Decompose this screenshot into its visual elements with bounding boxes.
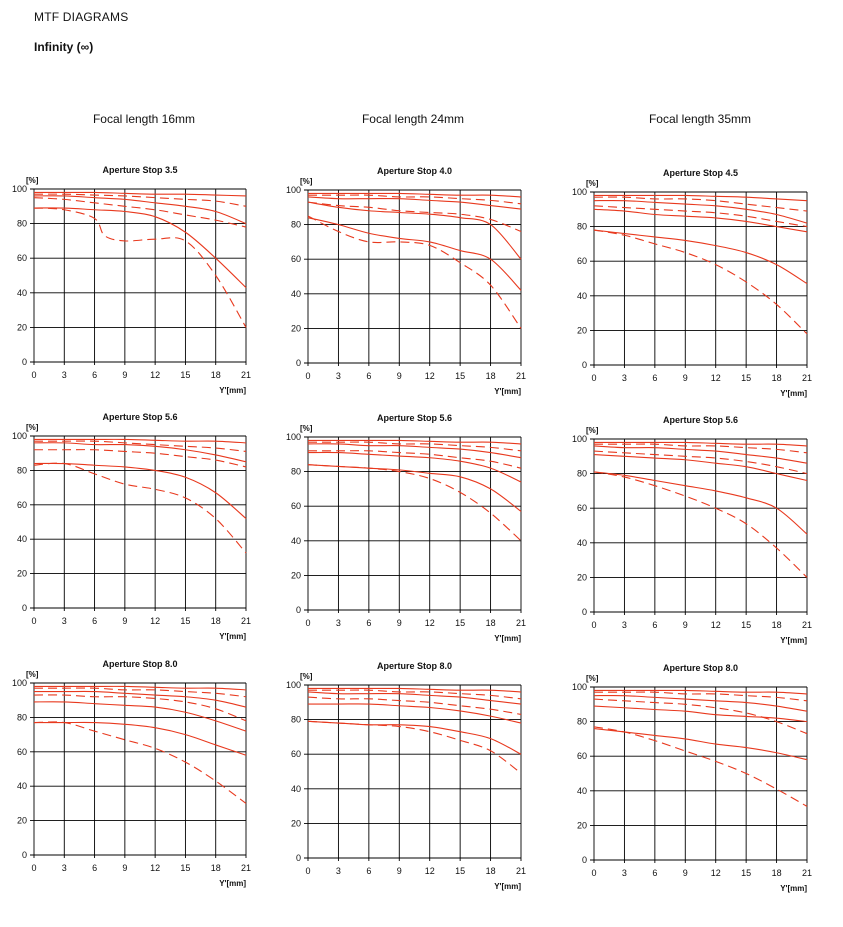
y-tick-label: 80 (16, 465, 27, 476)
mtf-curve-dashed (308, 216, 521, 328)
x-tick-label: 6 (366, 866, 372, 876)
x-tick-label: 15 (180, 863, 191, 873)
y-tick-label: 20 (576, 820, 587, 831)
panel-title: Aperture Stop 8.0 (102, 659, 178, 669)
y-tick-label: 80 (290, 219, 301, 230)
x-tick-label: 15 (455, 618, 466, 628)
x-tick-label: 6 (92, 370, 98, 380)
x-tick-label: 9 (396, 371, 402, 381)
x-tick-label: 0 (31, 370, 37, 380)
x-tick-label: 9 (122, 863, 128, 873)
x-tick-label: 3 (621, 868, 627, 878)
x-axis-label: Y'[mm] (219, 386, 246, 395)
x-tick-label: 3 (335, 618, 341, 628)
y-tick-label: 0 (21, 850, 27, 860)
y-unit-label: [%] (300, 672, 313, 681)
y-tick-label: 60 (290, 749, 301, 760)
mtf-curve-solid (34, 702, 246, 731)
mtf-curve-dashed (594, 699, 807, 734)
y-unit-label: [%] (26, 670, 39, 679)
x-axis-label: Y'[mm] (494, 387, 521, 396)
mtf-panel-7 (12, 659, 251, 888)
x-tick-label: 15 (180, 616, 191, 626)
y-tick-label: 60 (576, 256, 587, 267)
mtf-curve-solid (308, 692, 521, 704)
x-tick-label: 15 (455, 866, 466, 876)
y-tick-label: 40 (576, 785, 587, 796)
mtf-curve-solid (594, 230, 807, 284)
x-tick-label: 0 (305, 866, 311, 876)
y-tick-label: 100 (571, 187, 587, 197)
x-tick-label: 3 (61, 370, 67, 380)
mtf-curve-solid (594, 706, 807, 722)
x-tick-label: 21 (801, 373, 813, 383)
mtf-panel-2 (286, 166, 526, 396)
x-tick-label: 0 (31, 616, 37, 626)
mtf-panel-1 (12, 165, 251, 395)
mtf-curve-solid (308, 452, 521, 482)
page-subtitle: Infinity (∞) (34, 40, 94, 54)
mtf-curve-solid (594, 696, 807, 712)
x-tick-label: 12 (424, 866, 435, 876)
mtf-curve-solid (308, 218, 521, 291)
x-tick-label: 21 (801, 868, 813, 878)
x-tick-label: 21 (801, 620, 813, 630)
x-tick-label: 3 (335, 371, 341, 381)
y-tick-label: 80 (290, 466, 301, 477)
mtf-curve-solid (594, 446, 807, 463)
y-tick-label: 80 (16, 712, 27, 723)
x-axis-label: Y'[mm] (219, 879, 246, 888)
mtf-panel-4 (12, 412, 251, 641)
y-tick-label: 80 (576, 716, 587, 727)
x-tick-label: 21 (515, 371, 527, 381)
y-tick-label: 100 (285, 680, 301, 690)
y-tick-label: 60 (16, 746, 27, 757)
y-tick-label: 100 (11, 678, 27, 688)
x-tick-label: 18 (485, 866, 496, 876)
column-label-16mm: Focal length 16mm (92, 112, 196, 126)
y-tick-label: 60 (16, 253, 27, 264)
y-tick-label: 20 (290, 570, 301, 581)
mtf-curve-solid (34, 691, 246, 707)
x-tick-label: 9 (122, 616, 128, 626)
y-tick-label: 0 (295, 358, 301, 368)
mtf-curve-solid (308, 704, 521, 723)
y-tick-label: 20 (290, 818, 301, 829)
mtf-curve-solid (34, 722, 246, 755)
x-tick-label: 15 (741, 620, 752, 630)
y-tick-label: 80 (576, 468, 587, 479)
y-tick-label: 0 (581, 607, 587, 617)
mtf-curve-dashed (594, 727, 807, 807)
y-unit-label: [%] (26, 423, 39, 432)
x-tick-label: 3 (335, 866, 341, 876)
y-unit-label: [%] (300, 424, 313, 433)
x-tick-label: 0 (305, 371, 311, 381)
panel-title: Aperture Stop 5.6 (662, 415, 739, 425)
x-tick-label: 9 (396, 866, 402, 876)
mtf-curve-dashed (34, 198, 246, 227)
x-tick-label: 6 (652, 620, 658, 630)
x-tick-label: 18 (210, 863, 221, 873)
panel-title: Aperture Stop 8.0 (662, 663, 739, 673)
x-tick-label: 15 (741, 868, 752, 878)
mtf-panel-3 (572, 168, 812, 398)
x-tick-label: 3 (61, 863, 67, 873)
panel-title: Aperture Stop 8.0 (376, 661, 453, 671)
mtf-curve-solid (594, 209, 807, 231)
y-tick-label: 40 (290, 288, 301, 299)
x-tick-label: 9 (122, 370, 128, 380)
y-tick-label: 0 (21, 603, 27, 613)
y-tick-label: 20 (576, 325, 587, 336)
y-tick-label: 20 (290, 323, 301, 334)
x-tick-label: 18 (485, 371, 496, 381)
mtf-curve-dashed (594, 451, 807, 473)
y-tick-label: 20 (576, 572, 587, 583)
mtf-curve-dashed (594, 444, 807, 453)
mtf-curve-dashed (308, 465, 521, 541)
y-tick-label: 20 (16, 568, 27, 579)
x-tick-label: 18 (771, 868, 782, 878)
y-tick-label: 0 (21, 357, 27, 367)
y-tick-label: 40 (16, 781, 27, 792)
y-unit-label: [%] (586, 179, 599, 188)
y-tick-label: 20 (16, 815, 27, 826)
x-tick-label: 15 (741, 373, 752, 383)
y-unit-label: [%] (300, 177, 313, 186)
y-tick-label: 60 (576, 503, 587, 514)
y-tick-label: 60 (290, 501, 301, 512)
y-tick-label: 0 (581, 360, 587, 370)
y-tick-label: 80 (16, 218, 27, 229)
y-tick-label: 100 (11, 431, 27, 441)
x-tick-label: 18 (485, 618, 496, 628)
y-tick-label: 60 (576, 751, 587, 762)
y-tick-label: 20 (16, 322, 27, 333)
y-tick-label: 40 (290, 783, 301, 794)
y-tick-label: 40 (576, 290, 587, 301)
x-tick-label: 18 (210, 370, 221, 380)
mtf-curve-solid (594, 472, 807, 534)
page-title: MTF DIAGRAMS (34, 10, 129, 24)
x-tick-label: 0 (591, 620, 597, 630)
x-tick-label: 6 (652, 373, 658, 383)
x-tick-label: 0 (591, 868, 597, 878)
x-tick-label: 18 (771, 620, 782, 630)
x-tick-label: 6 (92, 616, 98, 626)
y-tick-label: 100 (571, 682, 587, 692)
column-label-24mm: Focal length 24mm (361, 112, 465, 126)
y-tick-label: 100 (571, 434, 587, 444)
mtf-panel-6 (572, 415, 812, 645)
x-tick-label: 21 (240, 370, 252, 380)
x-tick-label: 15 (455, 371, 466, 381)
column-label-35mm: Focal length 35mm (648, 112, 752, 126)
x-axis-label: Y'[mm] (780, 884, 807, 893)
x-tick-label: 18 (771, 373, 782, 383)
x-axis-label: Y'[mm] (494, 634, 521, 643)
y-tick-label: 40 (16, 534, 27, 545)
y-tick-label: 80 (290, 714, 301, 725)
y-tick-label: 40 (576, 537, 587, 548)
x-tick-label: 21 (515, 866, 527, 876)
x-tick-label: 21 (240, 616, 252, 626)
mtf-curve-dashed (34, 450, 246, 467)
mtf-curve-dashed (594, 230, 807, 334)
mtf-curve-dashed (308, 451, 521, 468)
x-tick-label: 3 (621, 373, 627, 383)
panel-title: Aperture Stop 4.5 (662, 168, 739, 178)
mtf-curve-solid (308, 202, 521, 259)
x-tick-label: 12 (710, 868, 721, 878)
x-tick-label: 12 (150, 370, 161, 380)
mtf-curve-solid (594, 455, 807, 481)
x-axis-label: Y'[mm] (494, 882, 521, 891)
x-axis-label: Y'[mm] (780, 636, 807, 645)
y-tick-label: 40 (290, 535, 301, 546)
x-tick-label: 3 (621, 620, 627, 630)
x-axis-label: Y'[mm] (219, 632, 246, 641)
y-tick-label: 0 (295, 605, 301, 615)
mtf-curve-dashed (34, 722, 246, 803)
mtf-curve-dashed (34, 208, 246, 327)
x-tick-label: 12 (150, 616, 161, 626)
y-tick-label: 0 (581, 855, 587, 865)
x-tick-label: 0 (31, 863, 37, 873)
x-axis-label: Y'[mm] (780, 389, 807, 398)
mtf-curve-dashed (308, 721, 521, 773)
mtf-curve-dashed (308, 202, 521, 231)
y-tick-label: 60 (16, 499, 27, 510)
x-tick-label: 21 (515, 618, 527, 628)
x-tick-label: 3 (61, 616, 67, 626)
x-tick-label: 9 (682, 868, 688, 878)
y-tick-label: 100 (285, 185, 301, 195)
x-tick-label: 6 (652, 868, 658, 878)
x-tick-label: 0 (591, 373, 597, 383)
y-unit-label: [%] (586, 674, 599, 683)
y-tick-label: 100 (11, 184, 27, 194)
x-tick-label: 0 (305, 618, 311, 628)
x-tick-label: 9 (682, 373, 688, 383)
y-tick-label: 0 (295, 853, 301, 863)
panel-title: Aperture Stop 4.0 (376, 166, 453, 176)
x-tick-label: 6 (366, 618, 372, 628)
x-tick-label: 12 (710, 620, 721, 630)
x-tick-label: 12 (150, 863, 161, 873)
x-tick-label: 9 (396, 618, 402, 628)
x-tick-label: 18 (210, 616, 221, 626)
mtf-curve-solid (34, 208, 246, 288)
y-unit-label: [%] (26, 176, 39, 185)
mtf-panel-5 (286, 413, 526, 643)
mtf-curve-solid (594, 729, 807, 760)
x-tick-label: 12 (710, 373, 721, 383)
x-tick-label: 21 (240, 863, 252, 873)
x-tick-label: 12 (424, 371, 435, 381)
y-tick-label: 80 (576, 221, 587, 232)
x-tick-label: 9 (682, 620, 688, 630)
y-tick-label: 100 (285, 432, 301, 442)
x-tick-label: 12 (424, 618, 435, 628)
mtf-curve-dashed (308, 697, 521, 714)
y-tick-label: 60 (290, 254, 301, 265)
y-tick-label: 40 (16, 287, 27, 298)
panel-title: Aperture Stop 3.5 (102, 165, 178, 175)
mtf-curve-solid (34, 463, 246, 518)
panel-title: Aperture Stop 5.6 (102, 412, 178, 422)
panel-title: Aperture Stop 5.6 (376, 413, 453, 423)
mtf-curve-solid (308, 721, 521, 754)
x-tick-label: 6 (366, 371, 372, 381)
y-unit-label: [%] (586, 426, 599, 435)
x-tick-label: 6 (92, 863, 98, 873)
mtf-panel-8 (286, 661, 526, 891)
mtf-curve-dashed (594, 206, 807, 227)
x-tick-label: 15 (180, 370, 191, 380)
mtf-panel-9 (572, 663, 812, 893)
